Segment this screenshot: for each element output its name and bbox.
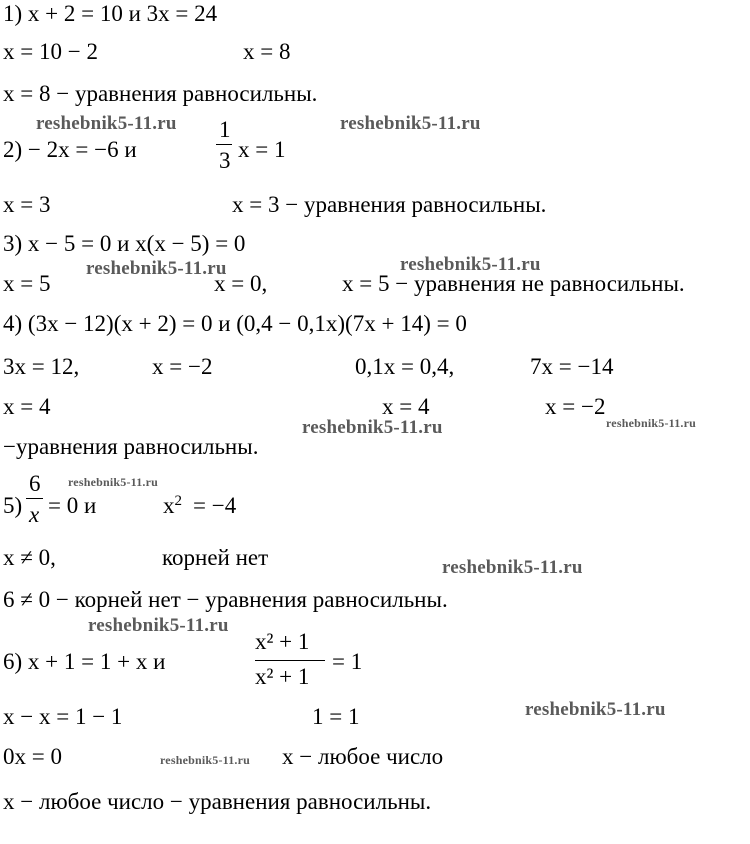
eq4-line: 4) (3x − 12)(x + 2) = 0 и (0,4 − 0,1x)(7x + 14) = 0 [3,311,467,336]
eq5-conclusion: 6 ≠ 0 − корней нет − уравнения равносильны. [3,587,448,612]
eq4-step-b: x = −2 [152,354,213,379]
eq5-label: 5) [3,493,23,518]
watermark: reshebnik5-11.ru [68,475,158,489]
eq5-step-b: корней нет [162,545,269,570]
eq6-line-rhs: = 1 [332,649,363,674]
watermark: reshebnik5-11.ru [160,753,250,767]
eq1-conclusion: x = 8 − уравнения равносильны. [3,81,318,106]
eq6-step-b: 1 = 1 [312,704,360,729]
eq4-step-c: 0,1x = 0,4, [355,354,455,379]
fraction-one-third [216,118,232,178]
eq3-step-a: x = 5 [3,271,51,296]
watermark: reshebnik5-11.ru [36,113,177,134]
eq2-step-a: x = 3 [3,192,51,217]
eq3-step-b: x = 0, [214,271,268,296]
eq6-step-d: x − любое число [282,744,444,769]
watermark: reshebnik5-11.ru [606,416,696,430]
fraction-bar [26,498,43,499]
eq5-line-rhs: = −4 [193,493,237,518]
eq5-step-a: x ≠ 0, [3,545,56,570]
fraction-bar [255,660,325,661]
fraction-six-over-x [26,472,42,532]
watermark: reshebnik5-11.ru [340,113,481,134]
eq1-step-a: x = 10 − 2 [3,39,98,64]
eq6-conclusion: x − любое число − уравнения равносильны. [3,789,432,814]
fraction-numerator: 1 [219,117,231,142]
eq4-step-d: 7x = −14 [530,354,614,379]
eq6-step-a: x − x = 1 − 1 [3,704,123,729]
watermark: reshebnik5-11.ru [525,699,666,720]
eq5-line-lhs: = 0 и [48,493,97,518]
eq3-line: 3) x − 5 = 0 и x(x − 5) = 0 [3,231,246,256]
eq1-step-b: x = 8 [243,39,291,64]
eq3-conclusion: x = 5 − уравнения не равносильны. [342,271,685,296]
fraction-denominator: x [29,502,40,527]
eq5-x-squared [163,494,182,517]
watermark: reshebnik5-11.ru [442,557,583,578]
eq2-conclusion: x = 3 − уравнения равносильны. [232,192,547,217]
exponent: 2 [174,492,182,509]
watermark: reshebnik5-11.ru [302,417,443,438]
fraction-numerator: 6 [29,471,41,496]
eq2-line-rhs: x = 1 [238,137,286,162]
eq4-root-c: x = −2 [545,394,606,419]
fraction-denominator: 3 [219,148,231,173]
x-base: x [163,493,175,518]
watermark: reshebnik5-11.ru [88,615,229,636]
fraction-bar [216,144,232,145]
eq4-step-a: 3x = 12, [3,354,80,379]
eq4-root-a: x = 4 [3,394,51,419]
eq6-line: 6) x + 1 = 1 + x и [3,649,166,674]
fraction-numerator: x² + 1 [255,629,310,654]
eq1-line: 1) x + 2 = 10 и 3x = 24 [3,1,218,26]
fraction-denominator: x² + 1 [255,664,310,689]
fraction-x2-plus-1 [255,628,327,692]
watermark: reshebnik5-11.ru [86,258,227,279]
eq4-root-b: x = 4 [382,394,430,419]
eq2-line: 2) − 2x = −6 и [3,137,137,162]
eq4-conclusion: −уравнения равносильны. [3,434,259,459]
eq6-step-c: 0x = 0 [3,744,62,769]
watermark: reshebnik5-11.ru [400,254,541,275]
